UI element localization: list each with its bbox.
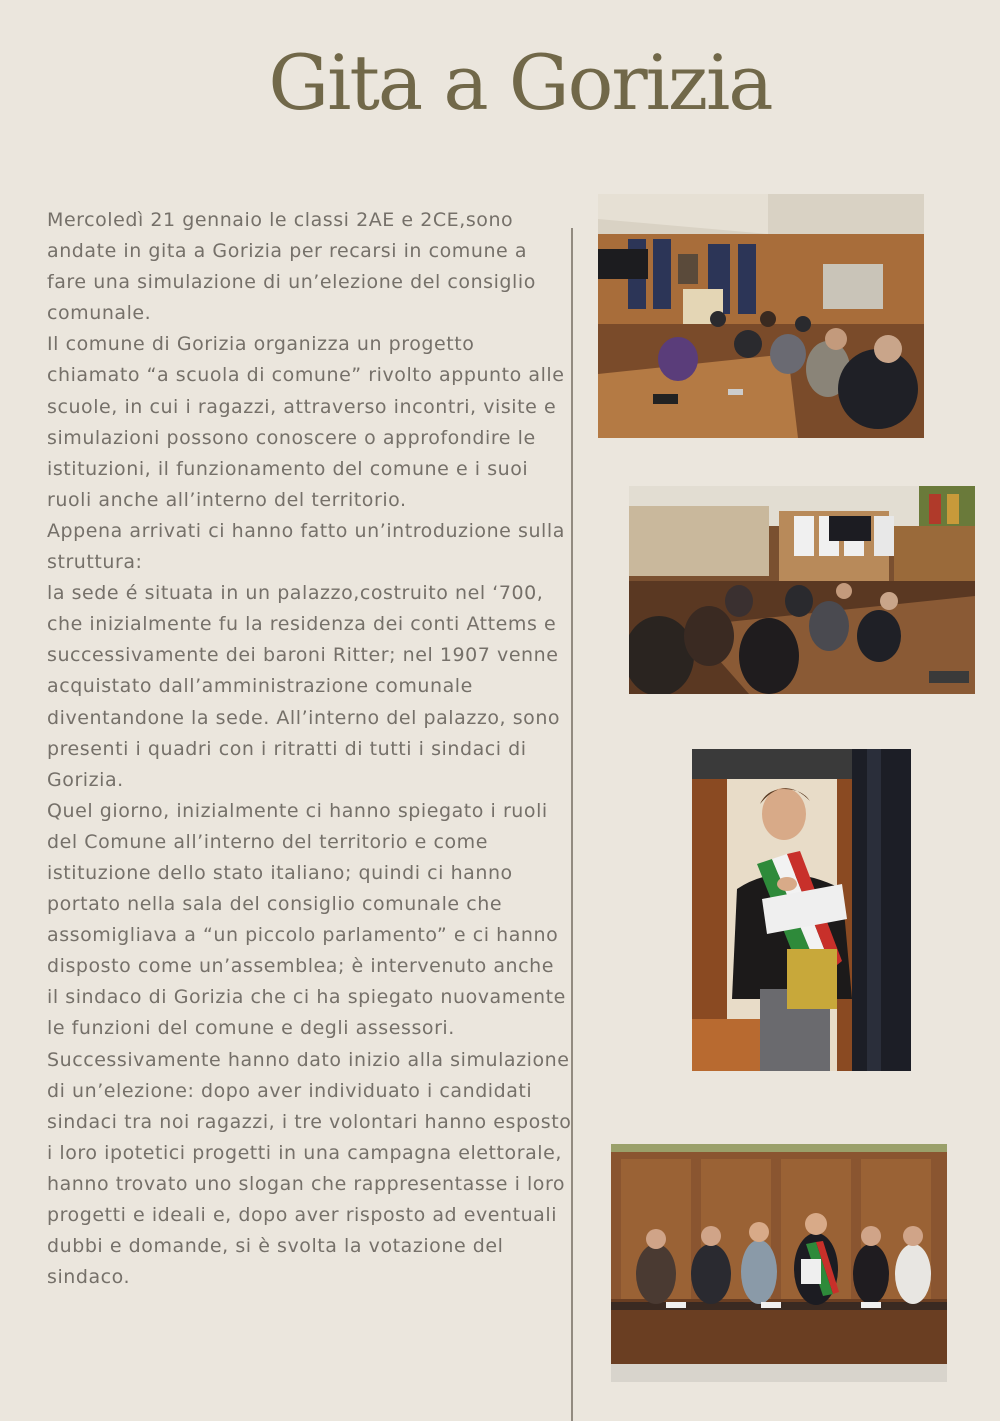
article-body — [47, 205, 572, 1293]
article-paragraph: la sede é situata in un palazzo,costruito nel ‘700, che inizialmente fu la residenza dei conti Attems e successivamente dei baroni Ritter; nel 1907 venne acquistato dall’amministrazione comunale diventandone la sede. All’interno del palazzo, sono presenti i quadri con i ritratti di tutti i sindaci di Gorizia. — [47, 582, 561, 791]
column-divider — [571, 228, 573, 1421]
article-paragraph: Appena arrivati ci hanno fatto un’introduzione sulla struttura: — [47, 519, 565, 574]
article-paragraph: Quel giorno, inizialmente ci hanno spiegato i ruoli del Comune all’interno del territorio e come istituzione dello stato italiano; quindi ci hanno portato nella sala del consiglio comunale che assomigliava a “un piccolo parlamento” e ci hanno disposto come un’assemblea; è intervenuto anche il sindaco di Gorizia che ci ha spiegato nuovamente le funzioni del comune e degli assessori. — [47, 799, 566, 1040]
student-with-sash-photo — [692, 749, 911, 1071]
council-hall-wide-photo — [629, 486, 975, 694]
article-paragraph: Mercoledì 21 gennaio le classi 2AE e 2CE,sono andate in gita a Gorizia per recarsi in comune a fare una simulazione di un’elezione del consiglio comunale. — [47, 209, 536, 325]
article-paragraph: Successivamente hanno dato inizio alla simulazione di un’elezione: dopo aver individuato i candidati sindaci tra noi ragazzi, i tre volontari hanno esposto i loro ipotetici progetti in una campagna elettorale, hanno trovato uno slogan che rappresentasse i loro progetti e ideali e, dopo aver risposto ad eventuali dubbi e domande, si è svolta la votazione del sindaco. — [47, 1048, 572, 1289]
group-portrait-photo — [611, 1144, 947, 1382]
page-title: Gita a Gorizia — [268, 38, 772, 127]
council-hall-students-photo — [598, 194, 924, 438]
article-paragraph: Il comune di Gorizia organizza un progetto chiamato “a scuola di comune” rivolto appunto alle scuole, in cui i ragazzi, attraverso incontri, visite e simulazioni possono conoscere o approfondire le istituzioni, il funzionamento del comune e i suoi ruoli anche all’interno del territorio. — [47, 333, 565, 511]
